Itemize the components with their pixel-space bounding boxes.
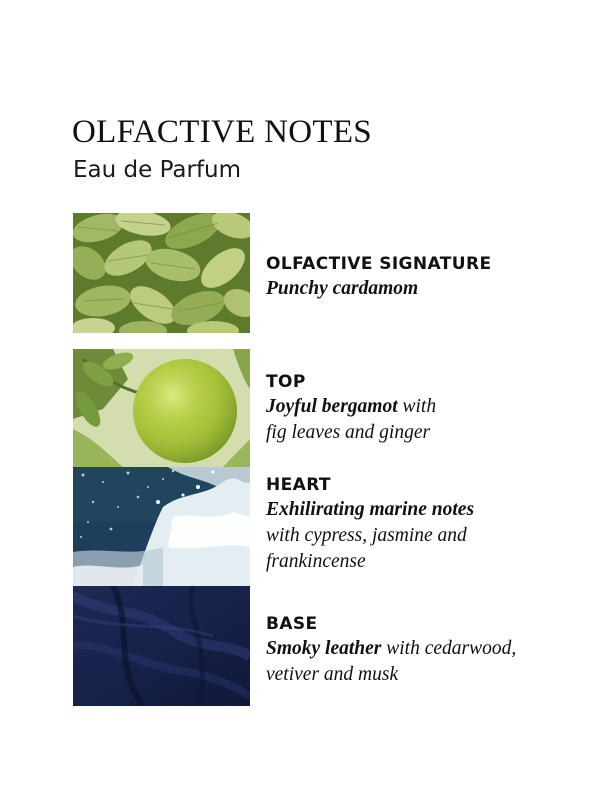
note-top: [266, 370, 586, 446]
bergamot-fruit-photo: [73, 349, 250, 467]
note-description: [266, 394, 586, 446]
note-text-line1: with cedarwood,: [381, 638, 517, 659]
note-text-line2: fig leaves and ginger: [266, 422, 431, 443]
note-text-line1: with: [397, 396, 437, 417]
note-heading: OLFACTIVE SIGNATURE: [266, 254, 492, 274]
note-highlight: Joyful bergamot: [266, 396, 398, 417]
note-heading: HEART: [266, 475, 331, 495]
note-text-line2: frankincense: [266, 551, 366, 572]
note-heading: TOP: [266, 372, 306, 392]
note-base: [266, 612, 586, 688]
cardamom-pods-photo: [73, 213, 250, 333]
note-text-line2: vetiver and musk: [266, 664, 399, 685]
note-text-line1: with cypress, jasmine and: [266, 525, 467, 546]
note-description: [266, 276, 586, 302]
page-title: OLFACTIVE NOTES: [72, 114, 372, 150]
note-description: [266, 636, 586, 688]
page-subtitle: Eau de Parfum: [73, 157, 242, 183]
note-highlight: Exhilirating marine notes: [266, 499, 475, 520]
note-highlight: Punchy cardamom: [266, 278, 419, 299]
note-heading: BASE: [266, 614, 318, 634]
sea-splash-photo: [73, 467, 250, 586]
note-olfactive-signature: [266, 252, 586, 302]
note-highlight: Smoky leather: [266, 638, 382, 659]
note-heart: [266, 473, 586, 575]
note-description: [266, 497, 586, 575]
navy-leather-photo: [73, 586, 250, 706]
